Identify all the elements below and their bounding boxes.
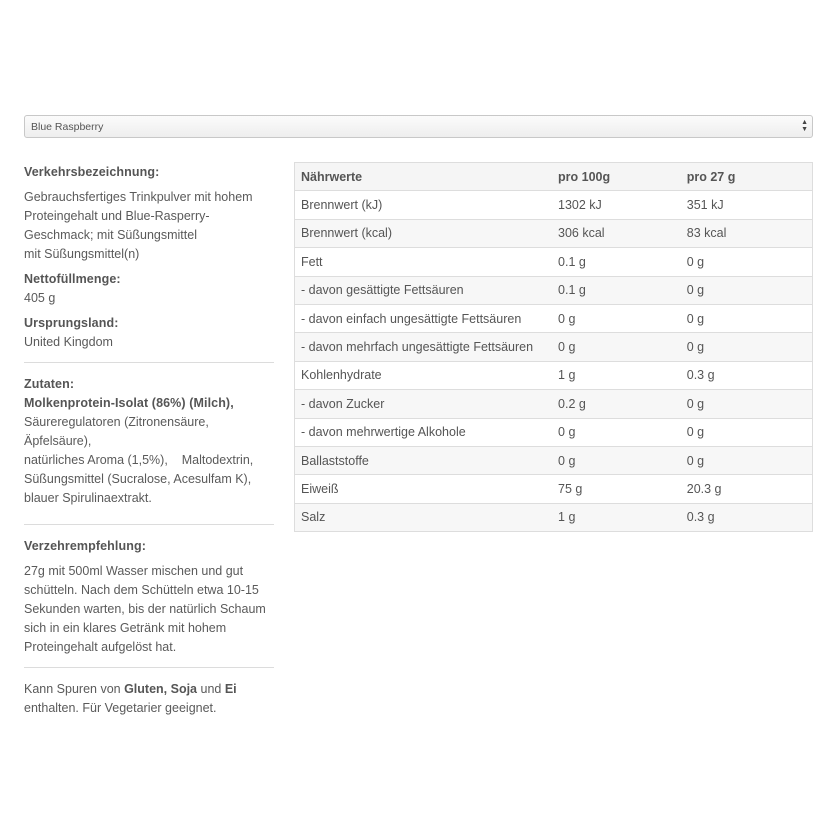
value-per-100g: 0 g (552, 446, 681, 474)
value-per-27g: 0 g (681, 333, 813, 361)
verzehr-line: schütteln. Nach dem Schütteln etwa 10-15 (24, 583, 259, 597)
table-row (295, 333, 813, 361)
value-per-100g: 0.2 g (552, 390, 681, 418)
zutaten-heading: Zutaten: (24, 377, 75, 391)
allergen-gluten-soja: Gluten, Soja (124, 682, 198, 696)
value-per-27g: 20.3 g (681, 475, 813, 503)
nutrient-name: Fett (295, 248, 553, 276)
table-row (295, 361, 813, 389)
divider (24, 362, 274, 363)
value-per-27g: 0 g (681, 446, 813, 474)
table-row (295, 276, 813, 304)
nutrient-name: Salz (295, 503, 553, 531)
nutrient-name: - davon gesättigte Fettsäuren (295, 276, 553, 304)
value-per-100g: 0 g (552, 304, 681, 332)
product-info (24, 163, 274, 718)
nettofuellmenge-heading: Nettofüllmenge: (24, 272, 121, 286)
header-pro-100g: pro 100g (552, 163, 681, 191)
divider (24, 667, 274, 668)
ursprungsland-value: United Kingdom (24, 335, 113, 349)
value-per-100g: 306 kcal (552, 219, 681, 247)
value-per-100g: 0.1 g (552, 276, 681, 304)
nutrient-name: Kohlenhydrate (295, 361, 553, 389)
table-row (295, 191, 813, 219)
divider (24, 524, 274, 525)
zutaten-line: Süßungsmittel (Sucralose, Acesulfam K), (24, 472, 252, 486)
zutaten-line: Säureregulatoren (Zitronensäure, (24, 415, 209, 429)
zutaten-line: blauer Spirulinaextrakt. (24, 491, 152, 505)
ursprungsland-heading: Ursprungsland: (24, 316, 119, 330)
verkehrsbezeichnung-line: Geschmack; mit Süßungsmittel (24, 228, 197, 242)
nutrition-body (295, 191, 813, 532)
table-row (295, 418, 813, 446)
allergen-note (24, 680, 274, 699)
table-row (295, 503, 813, 531)
value-per-100g: 1 g (552, 503, 681, 531)
value-per-27g: 0.3 g (681, 503, 813, 531)
allergen-und: und (197, 682, 225, 696)
table-row (295, 390, 813, 418)
header-naehrwerte: Nährwerte (295, 163, 553, 191)
verkehrsbezeichnung-line: Proteingehalt und Blue-Rasperry- (24, 209, 210, 223)
table-row (295, 446, 813, 474)
verzehr-line: Proteingehalt aufgelöst hat. (24, 640, 177, 654)
nutrient-name: - davon Zucker (295, 390, 553, 418)
nutrient-name: Brennwert (kJ) (295, 191, 553, 219)
zutaten-line: Äpfelsäure), (24, 434, 92, 448)
allergen-ei: Ei (224, 682, 237, 696)
nutrient-name: Ballaststoffe (295, 446, 553, 474)
nettofuellmenge-value: 405 g (24, 291, 56, 305)
verkehrsbezeichnung-line: Gebrauchsfertiges Trinkpulver mit hohem (24, 190, 253, 204)
verkehrsbezeichnung-line: mit Süßungsmittel(n) (24, 247, 140, 261)
value-per-100g: 0 g (552, 418, 681, 446)
value-per-27g: 0 g (681, 390, 813, 418)
value-per-27g: 0.3 g (681, 361, 813, 389)
verkehrsbezeichnung-heading: Verkehrsbezeichnung: (24, 165, 160, 179)
nutrient-name: Eiweiß (295, 475, 553, 503)
verzehr-heading: Verzehrempfehlung: (24, 539, 146, 553)
value-per-27g: 83 kcal (681, 219, 813, 247)
verzehr-line: 27g mit 500ml Wasser mischen und gut (24, 564, 244, 578)
nutrient-name: - davon einfach ungesättigte Fettsäuren (295, 304, 553, 332)
value-per-100g: 0.1 g (552, 248, 681, 276)
table-row (295, 248, 813, 276)
table-row (295, 475, 813, 503)
zutaten-main-ingredient: Molkenprotein-Isolat (86%) (Milch), (24, 396, 234, 410)
table-row (295, 219, 813, 247)
nutrient-name: - davon mehrfach ungesättigte Fettsäuren (295, 333, 553, 361)
table-row (295, 304, 813, 332)
value-per-100g: 1302 kJ (552, 191, 681, 219)
nutrition-table (294, 162, 813, 532)
allergen-pre: Kann Spuren von (24, 682, 125, 696)
value-per-100g: 75 g (552, 475, 681, 503)
value-per-27g: 0 g (681, 418, 813, 446)
zutaten-line: natürliches Aroma (1,5%), Maltodextrin, (24, 453, 254, 467)
flavor-select[interactable] (24, 115, 813, 138)
verzehr-line: Sekunden warten, bis der natürlich Schaum (24, 602, 266, 616)
select-arrows-icon: ▲ ▼ (801, 119, 808, 133)
nutrition-header-row (295, 163, 813, 191)
allergen-post: enthalten. Für Vegetarier geeignet. (24, 701, 217, 715)
value-per-27g: 0 g (681, 248, 813, 276)
value-per-27g: 351 kJ (681, 191, 813, 219)
flavor-select-value: Blue Raspberry (31, 120, 104, 133)
value-per-27g: 0 g (681, 276, 813, 304)
header-pro-27g: pro 27 g (681, 163, 813, 191)
nutrient-name: - davon mehrwertige Alkohole (295, 418, 553, 446)
verzehr-line: sich in ein klares Getränk mit hohem (24, 621, 227, 635)
nutrient-name: Brennwert (kcal) (295, 219, 553, 247)
value-per-100g: 1 g (552, 361, 681, 389)
value-per-100g: 0 g (552, 333, 681, 361)
value-per-27g: 0 g (681, 304, 813, 332)
